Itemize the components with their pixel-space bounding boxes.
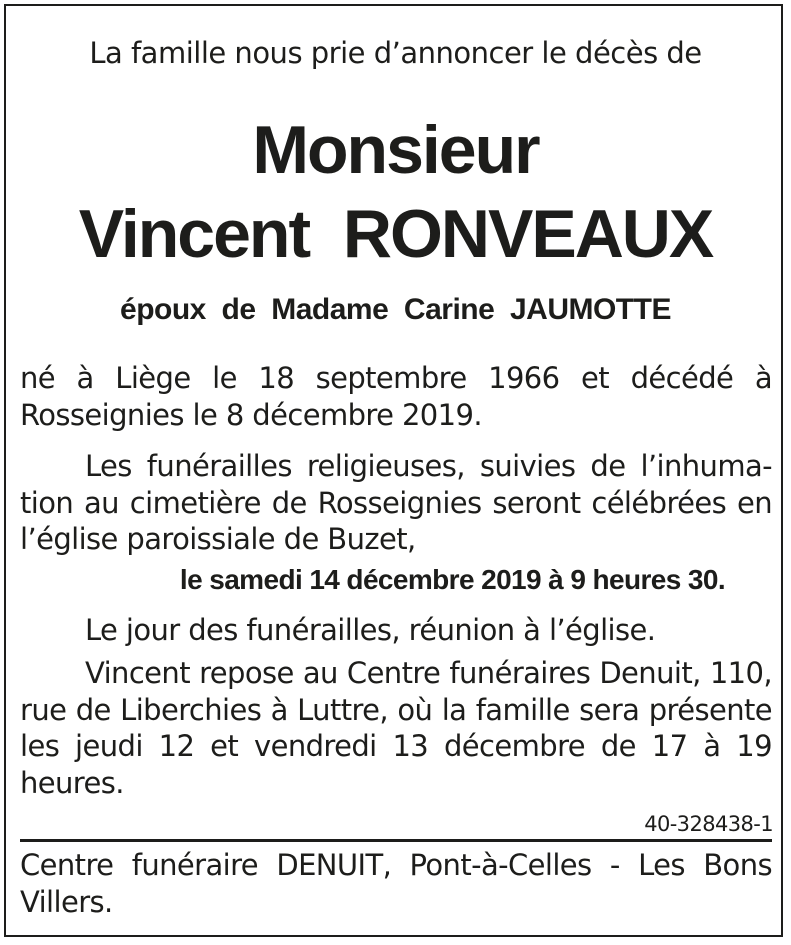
reference-number: 40-328438-1 [644, 812, 773, 836]
deceased-name-block [0, 108, 791, 276]
birth-death-paragraph: né à Liège le 18 septembre 1966 et décédé à Rosseignies le 8 décembre 2019. [20, 361, 772, 432]
meeting-paragraph: Le jour des funérailles, réunion à l’église. [85, 613, 656, 647]
funeral-home-footer: Centre funéraire DENUIT, Pont-à-Celles - Les Bons Villers. [20, 848, 772, 919]
honorific-title: Monsieur [252, 112, 539, 188]
funeral-paragraph: Les funérailles religieuses, suivies de l’inhuma- tion au cimetière de Rosseignies seront célébrées en l’église paroissiale de Buzet, [20, 449, 772, 556]
funeral-date: le samedi 14 décembre 2019 à 9 heures 30. [179, 564, 725, 595]
spouse-line: époux de Madame Carine JAUMOTTE [120, 293, 671, 326]
intro-text: La famille nous prie d’annoncer le décès de [89, 36, 702, 70]
deceased-name: Vincent RONVEAUX [78, 196, 713, 272]
divider [20, 839, 772, 842]
visitation-paragraph: Vincent repose au Centre funéraires Denuit, 110, rue de Liberchies à Luttre, où la famille sera présente les jeudi 12 et vendredi 13 décembre de 17 à 19 heures. [20, 656, 772, 800]
